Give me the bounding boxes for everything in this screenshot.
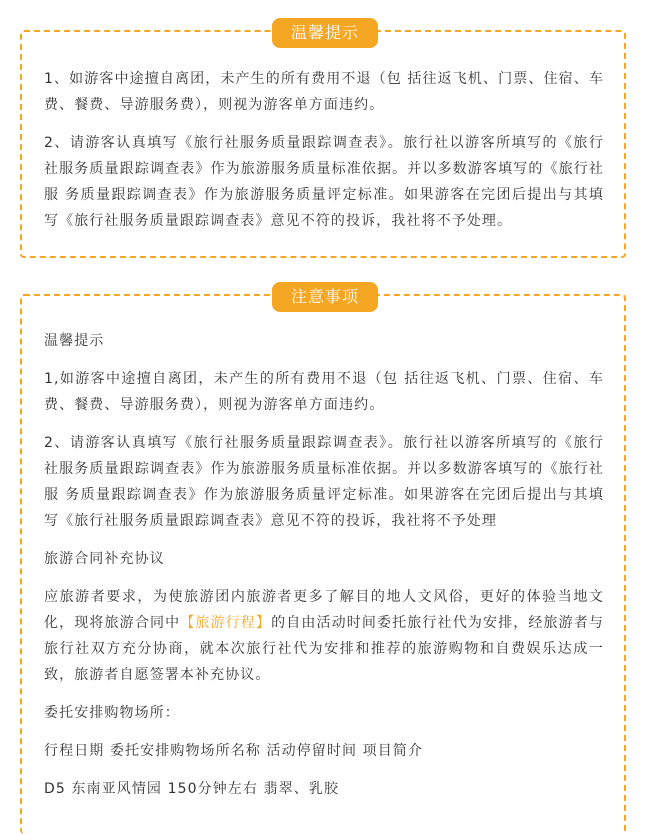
section-content <box>44 328 604 814</box>
sub-heading: 温馨提示 <box>44 333 105 349</box>
table-header: 行程日期 委托安排购物场所名称 活动停留时间 项目简介 <box>44 743 424 759</box>
notice-paragraph-2: 2、请游客认真填写《旅行社服务质量跟踪调查表》。旅行社以游客所填写的《旅行社服务质量跟踪调查表》作为旅游服务质量标准依据。并以多数游客填写的《旅行社服 务质量跟踪调查表》作为旅游服务质量评定标准。如果游客在完团后提出与其填写《旅行社服务质量跟踪调查表》意见不符的投诉，我社将不予处理。 <box>44 135 604 229</box>
section-title-badge: 注意事项 <box>272 282 378 312</box>
notice-paragraph-2: 2、请游客认真填写《旅行社服务质量跟踪调查表》。旅行社以游客所填写的《旅行社服务质量跟踪调查表》作为旅游服务质量标准依据。并以多数游客填写的《旅行社服 务质量跟踪调查表》作为旅游服务质量评定标准。如果游客在完团后提出与其填写《旅行社服务质量跟踪调查表》意见不符的投诉，我社将不予处理 <box>44 435 604 529</box>
itinerary-link[interactable]: 【旅游行程】 <box>180 615 272 631</box>
shopping-label: 委托安排购物场所： <box>44 705 180 721</box>
contract-text-a: 应旅游者要求，为使旅游团内旅游者更多了解目的地人文风俗，更好的体验当地文化，现将旅游合同中 <box>44 589 604 631</box>
contract-text-b: 的自由活动时间委托旅行社代为安排，经旅游者与旅行社双方充分协商，就本次旅行社代为安排和推荐的旅游购物和自费娱乐达成一致，旅游者自愿签署本补充协议。 <box>44 615 605 683</box>
notice-section-warm-tips <box>20 23 626 258</box>
section-title-badge: 温馨提示 <box>272 18 378 48</box>
table-row: D5 东南亚风情园 150分钟左右 翡翠、乳胶 <box>44 781 340 797</box>
section-content <box>44 66 604 246</box>
contract-title: 旅游合同补充协议 <box>44 551 165 567</box>
notice-paragraph-1: 1、如游客中途擅自离团，未产生的所有费用不退（包 括往返飞机、门票、住宿、车费、餐费、导游服务费），则视为游客单方面违约。 <box>44 71 604 113</box>
notice-section-precautions <box>20 287 626 834</box>
notice-paragraph-1: 1,如游客中途擅自离团，未产生的所有费用不退（包 括往返飞机、门票、住宿、车费、餐费、导游服务费），则视为游客单方面违约。 <box>44 371 604 413</box>
contract-paragraph <box>44 584 604 688</box>
